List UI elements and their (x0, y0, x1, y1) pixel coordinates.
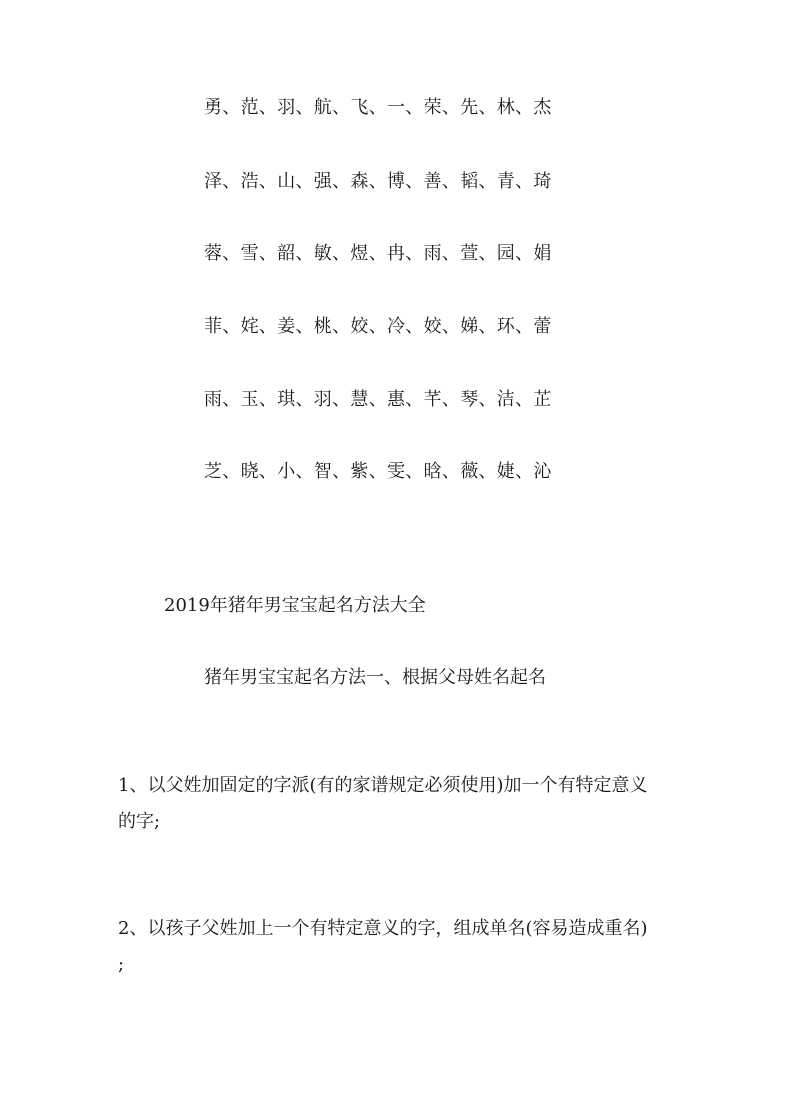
paragraph-1-line-2: 的字; (118, 811, 161, 832)
name-chars-line-2: 泽、浩、山、强、森、博、善、韬、青、琦 (204, 171, 552, 192)
name-chars-line-1: 勇、范、羽、航、飞、一、荣、先、林、杰 (204, 97, 552, 118)
name-chars-line-5: 雨、玉、琪、羽、慧、惠、芊、琴、洁、芷 (204, 389, 552, 410)
paragraph-2 (118, 915, 678, 979)
name-chars-line-3: 蓉、雪、韶、敏、煜、冉、雨、萱、园、娟 (204, 243, 552, 264)
paragraph-1 (118, 772, 678, 836)
paragraph-2-line-1: 2、以孩子父姓加上一个有特定意义的字，组成单名(容易造成重名) (118, 918, 648, 939)
name-chars-line-4: 菲、姹、姜、桃、姣、冷、姣、娣、环、蕾 (204, 316, 552, 337)
section-subtitle: 猪年男宝宝起名方法一、根据父母姓名起名 (204, 667, 546, 688)
paragraph-1-line-1: 1、以父姓加固定的字派(有的家谱规定必须使用)加一个有特定意义 (118, 775, 648, 796)
paragraph-2-line-2: ; (118, 954, 125, 975)
name-chars-line-6: 芝、晓、小、智、紫、雯、晗、薇、婕、沁 (204, 461, 552, 482)
section-title: 2019年猪年男宝宝起名方法大全 (164, 595, 426, 616)
